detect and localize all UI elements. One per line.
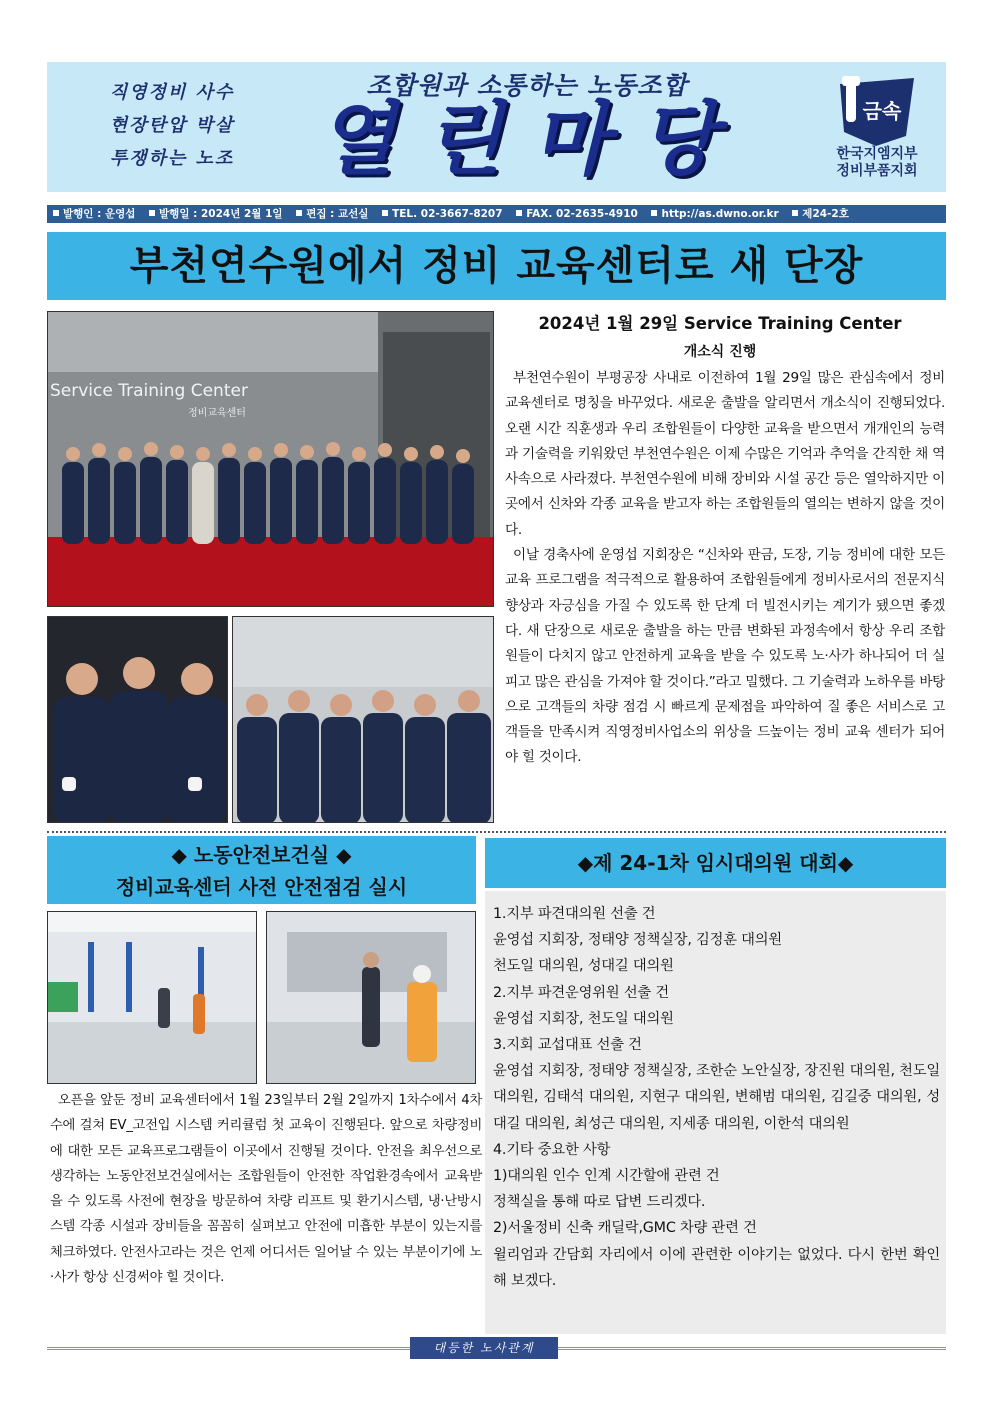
safety-section-title-line2: 정비교육센터 사전 안전점검 실시 bbox=[115, 875, 408, 899]
safety-article-body bbox=[50, 1088, 482, 1290]
safety-section-title-line1: ◆ 노동안전보건실 ◆ bbox=[171, 843, 352, 867]
article-body bbox=[505, 366, 945, 771]
metal-union-fist-icon bbox=[832, 70, 922, 148]
info-issue: 제24-2호 bbox=[792, 208, 849, 220]
agenda-item: 1)대의원 인수 인계 시간할애 관련 건 bbox=[493, 1168, 720, 1185]
newsletter-title: 열린마당 bbox=[317, 93, 747, 186]
publication-info-bar bbox=[47, 205, 946, 223]
slogan-list bbox=[67, 76, 277, 175]
info-date: 발행일 : 2024년 2월 1일 bbox=[149, 208, 283, 220]
agenda-item: 3.지회 교섭대표 선출 건 bbox=[493, 1037, 642, 1054]
footer-slogan: 대등한 노사관계 bbox=[410, 1337, 558, 1359]
section-divider bbox=[47, 831, 946, 833]
slogan-1: 직영정비 사수 bbox=[109, 82, 235, 103]
safety-inspection-photo-1 bbox=[47, 911, 257, 1084]
info-url[interactable]: http://as.dwno.or.kr bbox=[651, 208, 778, 220]
article-paragraph-1: 부천연수원이 부평공장 사내로 이전하여 1월 29일 많은 관심속에서 정비 교육센터로 명칭을 바꾸었다. 새로운 출발을 알리면서 개소식이 진행되었다. 오랜 시간 직훈생과 우리 조합원들이 다양한 교육을 받으면서 개개인의 능력과 기술력을 키워왔던 부천연수원은 이제 수많은 기억과 추억을 간직한 채 역사속으로 사라졌다. 부천연수원에 비해 장비와 시설 공간 등은 열악하지만 이곳에서 신차와 각종 교육을 받고자 하는 조합원들의 열의는 변하지 않을 것이다. bbox=[505, 370, 945, 538]
agenda-item: 윌리엄과 간담회 자리에서 이에 관련한 이야기는 없었다. 다시 한번 확인해 보겠다. bbox=[493, 1246, 940, 1289]
slogan-2: 현장탄압 박살 bbox=[109, 115, 235, 136]
safety-article-paragraph: 오픈을 앞둔 정비 교육센터에서 1월 23일부터 2월 2일까지 1차수에서 4차수에 걸쳐 EV_고전입 시스템 커리큘럼 첫 교육이 진행된다. 앞으로 차량정비에 대한 모든 교육프로그램들이 이곳에서 진행될 것이다. 안전을 최우선으로 생각하는 노동안전보건실에서는 조합원들이 안전한 작업환경속에서 교육받을 수 있도록 사전에 현장을 방문하여 차량 리프트 및 환기시스템, 냉·난방시스템 각종 시설과 장비들을 꼼꼼히 실펴보고 안전에 미흡한 부분이 있는지를 체크하였다. 안전사고라는 것은 언제 어디서든 일어날 수 있는 부분이기에 노·사가 항상 신경써야 힐 것이다. bbox=[50, 1093, 482, 1286]
article-subtitle: 2024년 1월 29일 Service Training Center bbox=[538, 314, 902, 333]
info-editor: 편집 : 교선실 bbox=[296, 208, 368, 220]
info-fax: FAX. 02-2635-4910 bbox=[516, 208, 638, 220]
svg-text:금속: 금속 bbox=[862, 99, 902, 123]
union-name-line1: 한국지엠지부 bbox=[836, 146, 918, 162]
svg-text:Service Training Center: Service Training Center bbox=[50, 381, 248, 401]
delegates-meeting-title: ◆제 24-1차 임시대의원 대회◆ bbox=[485, 838, 946, 888]
slogan-3: 투쟁하는 노조 bbox=[109, 148, 235, 169]
main-headline: 부천연수원에서 정비 교육센터로 새 단장 bbox=[47, 232, 946, 300]
svg-text:정비교육센터: 정비교육센터 bbox=[188, 408, 246, 419]
seated-audience-photo bbox=[232, 616, 494, 823]
delegates-meeting-box bbox=[485, 891, 946, 1334]
agenda-list bbox=[493, 901, 940, 1294]
opening-ceremony-photo bbox=[47, 311, 494, 607]
union-name-line2: 정비부품지회 bbox=[836, 163, 918, 179]
agenda-item: 1.지부 파견대의원 선출 건 bbox=[493, 906, 656, 922]
agenda-item: 4.기타 중요한 사항 bbox=[493, 1141, 611, 1158]
agenda-item: 윤영섭 지회장, 정태양 정책실장, 조한순 노안실장, 장진원 대의원, 천도일 대의원, 김태석 대의원, 지현구 대의원, 변해범 대의원, 김길중 대의원, 성대길 대의원, 최성근 대의원, 지세종 대의원, 이한석 대의원 bbox=[493, 1063, 940, 1132]
info-tel: TEL. 02-3667-8207 bbox=[382, 208, 502, 220]
agenda-item: 정책실을 통해 따로 답변 드리겠다. bbox=[493, 1194, 706, 1211]
agenda-item: 윤영섭 지회장, 정태양 정책실장, 김정훈 대의원 bbox=[493, 932, 783, 949]
article-paragraph-2: 이날 경축사에 운영섭 지회장은 “신차와 판금, 도장, 기능 정비에 대한 모든 교육 프로그램을 적극적으로 활용하여 조합원들에게 정비사로서의 전문지식향상과 자긍심을 가질 수 있도록 한 단계 더 빌전시키는 계기가 됐으면 좋겠다. 새 단장으로 새로운 출발을 하는 만큼 변화된 과정속에서 항상 우리 조합원들이 다치지 않고 안전하게 교육을 받을 수 있도록 노·사가 하나되어 더 실피고 많은 관심을 가져야 할 것이다.”라고 밀했다. 그 기술력과 노하우를 바탕으로 고객들의 차량 점검 시 빠르게 문제점을 파악하여 질 좋은 서비스로 고객들을 만족시켜 직영정비사업소의 위상을 드높이는 정비 교육 센터가 되어야 힐 것이다. bbox=[505, 547, 945, 766]
agenda-item: 윤영섭 지회장, 천도일 대의원 bbox=[493, 1010, 674, 1027]
union-name bbox=[817, 146, 937, 180]
info-publisher: 발행인 : 운영섭 bbox=[53, 208, 135, 220]
safety-inspection-photo-2 bbox=[266, 911, 476, 1084]
safety-section-title bbox=[47, 836, 476, 904]
agenda-item: 천도일 대의원, 성대길 대의원 bbox=[493, 958, 674, 975]
masthead bbox=[47, 62, 946, 192]
article-subtitle-2: 개소식 진행 bbox=[683, 344, 757, 360]
ceremony-closeup-photo bbox=[47, 616, 228, 823]
masthead-tagline: 조합원과 소통하는 노동조합 bbox=[366, 71, 688, 100]
agenda-item: 2)서울정비 신축 캐딜락,GMC 차량 관련 건 bbox=[493, 1220, 757, 1237]
agenda-item: 2.지부 파견운영위원 선출 건 bbox=[493, 984, 669, 1001]
